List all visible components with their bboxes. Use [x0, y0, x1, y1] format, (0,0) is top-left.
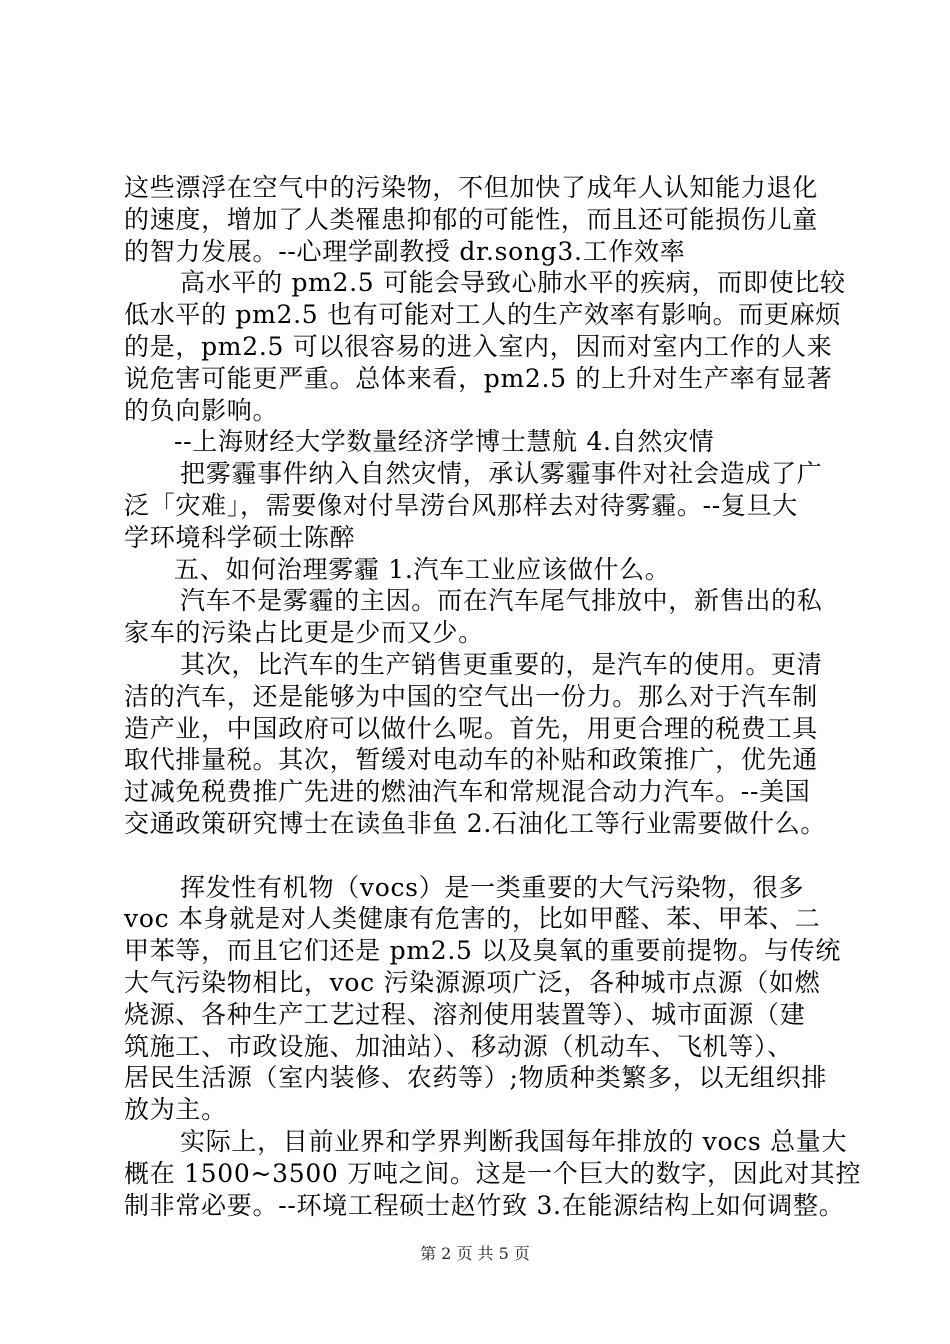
text-line: 学环境科学硕士陈醉: [124, 522, 356, 552]
text-line: 的速度，增加了人类罹患抑郁的可能性，而且还可能损伤儿童: [124, 204, 818, 234]
text-line: 家车的污染占比更是少而又少。: [124, 618, 484, 648]
text-line: 挥发性有机物（vocs）是一类重要的大气污染物，很多: [180, 872, 805, 902]
text-line: 说危害可能更严重。总体来看，pm2.5 的上升对生产率有显著: [124, 363, 833, 393]
text-line: 把雾霾事件纳入自然灾情，承认雾霾事件对社会造成了广: [180, 459, 823, 489]
text-line: 交通政策研究博士在读鱼非鱼 2.石油化工等行业需要做什么。: [124, 808, 827, 838]
text-line: 高水平的 pm2.5 可能会导致心肺水平的疾病，而即使比较: [180, 268, 846, 298]
text-line: 烧源、各种生产工艺过程、溶剂使用装置等）、城市面源（建: [124, 999, 806, 1029]
text-line: 甲苯等，而且它们还是 pm2.5 以及臭氧的重要前提物。与传统: [124, 936, 842, 966]
text-line: 低水平的 pm2.5 也有可能对工人的生产效率有影响。而更麻烦: [124, 300, 842, 330]
text-line: voc 本身就是对人类健康有危害的，比如甲醛、苯、甲苯、二: [124, 904, 821, 934]
text-line: 概在 1500~3500 万吨之间。这是一个巨大的数字，因此对其控: [124, 1158, 862, 1188]
page-number-footer: 第 2 页 共 5 页: [420, 1244, 530, 1263]
text-line: 洁的汽车，还是能够为中国的空气出一份力。那么对于汽车制: [124, 681, 818, 711]
section-heading: 五、如何治理雾霾 1.汽车工业应该做什么。: [174, 554, 671, 584]
text-line: 实际上，目前业界和学界判断我国每年排放的 vocs 总量大: [180, 1126, 848, 1156]
text-line: 大气污染物相比，voc 污染源源项广泛，各种城市点源（如燃: [124, 967, 821, 997]
blank-line: [124, 840, 840, 872]
text-line: 过减免税费推广先进的燃油汽车和常规混合动力汽车。--美国: [124, 777, 811, 807]
text-line: --上海财经大学数量经济学博士慧航 4.自然灾情: [174, 427, 715, 457]
text-line: 的智力发展。--心理学副教授 dr.song3.工作效率: [124, 236, 686, 266]
document-body: [124, 172, 862, 1221]
text-line: 筑施工、市政设施、加油站）、移动源（机动车、飞机等）、: [124, 1031, 793, 1061]
text-line: 造产业，中国政府可以做什么呢。首先，用更合理的税费工具: [124, 713, 818, 743]
text-line: 的是，pm2.5 可以很容易的进入室内，因而对室内工作的人来: [124, 331, 833, 361]
text-line: 居民生活源（室内装修、农药等）;物质种类繁多，以无组织排: [124, 1063, 828, 1093]
text-line: 的负向影响。: [124, 395, 279, 425]
text-line: 汽车不是雾霾的主因。而在汽车尾气排放中，新售出的私: [180, 586, 823, 616]
text-line: 泛「灾难」，需要像对付旱涝台风那样去对待雾霾。--复旦大: [124, 490, 798, 520]
text-line: 制非常必要。--环境工程硕士赵竹致 3.在能源结构上如何调整。: [124, 1190, 845, 1220]
text-line: 放为主。: [124, 1095, 227, 1125]
text-line: 其次，比汽车的生产销售更重要的，是汽车的使用。更清: [180, 649, 823, 679]
text-line: 这些漂浮在空气中的污染物，不但加快了成年人认知能力退化: [124, 173, 818, 202]
text-line: 取代排量税。其次，暂缓对电动车的补贴和政策推广，优先通: [124, 745, 818, 775]
